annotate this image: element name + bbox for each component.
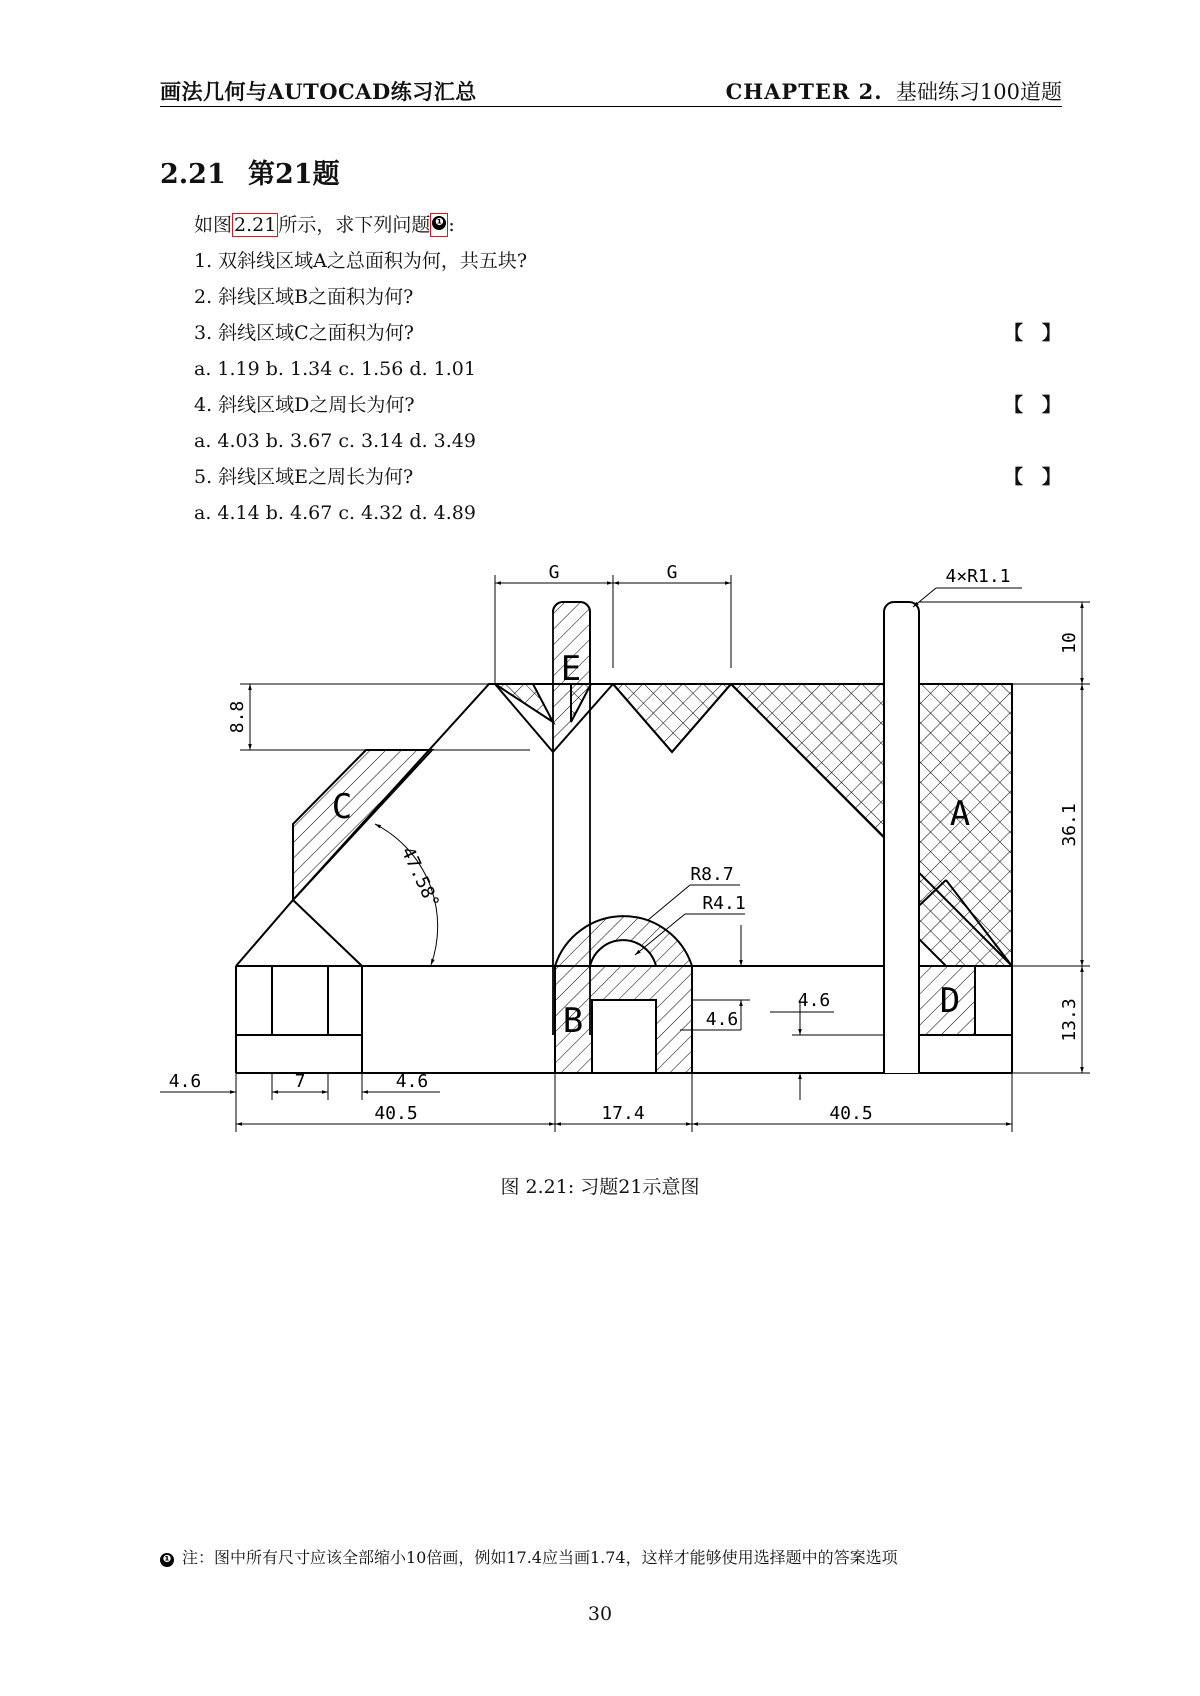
label-a: A <box>949 794 971 834</box>
footnote <box>160 1545 898 1568</box>
dim-7: 7 <box>294 1071 306 1092</box>
figure-2-21 <box>150 548 1080 1128</box>
label-c: C <box>331 787 353 827</box>
dim-13-3: 13.3 <box>1059 998 1080 1042</box>
answer-bracket[interactable]: 【 】 <box>1004 322 1062 344</box>
figure-ref-link[interactable]: 2.21 <box>234 214 277 236</box>
technical-drawing <box>150 548 1080 1128</box>
question-line <box>194 249 527 273</box>
dim-4-6-right: 4.6 <box>797 990 831 1011</box>
section-number: 2.21 <box>160 159 226 190</box>
question-line <box>194 465 413 489</box>
question-line <box>194 321 414 345</box>
dim-g1: G <box>548 562 560 583</box>
section-title <box>160 152 340 191</box>
intro-end: : <box>448 214 455 236</box>
dim-4-6-base: 4.6 <box>395 1071 429 1092</box>
question-line <box>194 357 476 381</box>
left-small-roof <box>293 900 362 966</box>
footnote-marker-icon: ❶ <box>432 216 446 230</box>
footnote-text: 注：图中所有尺寸应该全部缩小10倍画，例如17.4应当画1.74，这样才能够使用选择题中的答案选项 <box>182 1548 898 1567</box>
label-d: D <box>939 981 961 1021</box>
question-text: 4. 斜线区域D之周长为何? <box>194 394 415 416</box>
chimney-right <box>884 602 919 1073</box>
region-a-1 <box>495 684 553 722</box>
section-name: 第21题 <box>248 159 340 190</box>
question-text: 1. 双斜线区域A之总面积为何，共五块? <box>194 250 528 272</box>
question-text: a. 1.19 b. 1.34 c. 1.56 d. 1.01 <box>194 358 476 380</box>
answer-bracket[interactable]: 【 】 <box>1004 466 1062 488</box>
label-b: B <box>562 1001 584 1041</box>
question-line <box>194 285 413 309</box>
dim-40-5-right: 40.5 <box>829 1103 873 1124</box>
footnote-marker-icon: ❶ <box>160 1553 174 1567</box>
question-text: 5. 斜线区域E之周长为何? <box>194 466 414 488</box>
question-text: a. 4.14 b. 4.67 c. 4.32 d. 4.89 <box>194 502 476 524</box>
dim-4-6-left: 4.6 <box>168 1071 202 1092</box>
page-number: 30 <box>587 1603 613 1625</box>
footnote-ref-link[interactable] <box>430 213 448 237</box>
question-text: 2. 斜线区域B之面积为何? <box>194 286 414 308</box>
book-title: 画法几何与AUTOCAD练习汇总 <box>160 79 477 104</box>
dim-40-5-left: 40.5 <box>374 1103 418 1124</box>
figure-caption: 图 2.21: 习题21示意图 <box>500 1176 700 1198</box>
dim-r4-1: R4.1 <box>702 893 746 914</box>
question-line <box>194 501 476 525</box>
dim-g2: G <box>666 562 678 583</box>
question-text: a. 4.03 b. 3.67 c. 3.14 d. 3.49 <box>194 430 476 452</box>
chapter-heading <box>726 76 1062 106</box>
dim-36-1: 36.1 <box>1059 803 1080 847</box>
question-line <box>194 393 415 417</box>
page-header <box>160 76 1062 107</box>
label-e: E <box>560 649 582 689</box>
answer-bracket[interactable]: 【 】 <box>1004 394 1062 416</box>
dim-angle: 47.58° <box>396 843 444 912</box>
question-line <box>194 429 476 453</box>
dim-8-8: 8.8 <box>227 700 248 734</box>
intro-line <box>194 213 455 237</box>
question-text: 3. 斜线区域C之面积为何? <box>194 322 414 344</box>
region-a-3 <box>613 684 731 752</box>
chapter-title: 基础练习100道题 <box>895 80 1062 104</box>
dim-17-4: 17.4 <box>601 1103 645 1124</box>
intro-before: 如图 <box>194 214 233 236</box>
dim-4-6-mid: 4.6 <box>705 1009 739 1030</box>
dim-r8-7: R8.7 <box>690 864 734 885</box>
dim-fillet: 4×R1.1 <box>945 566 1011 587</box>
chapter-number: CHAPTER 2. <box>725 79 883 104</box>
intro-after: 所示，求下列问题 <box>278 214 431 236</box>
dim-10: 10 <box>1059 632 1080 654</box>
